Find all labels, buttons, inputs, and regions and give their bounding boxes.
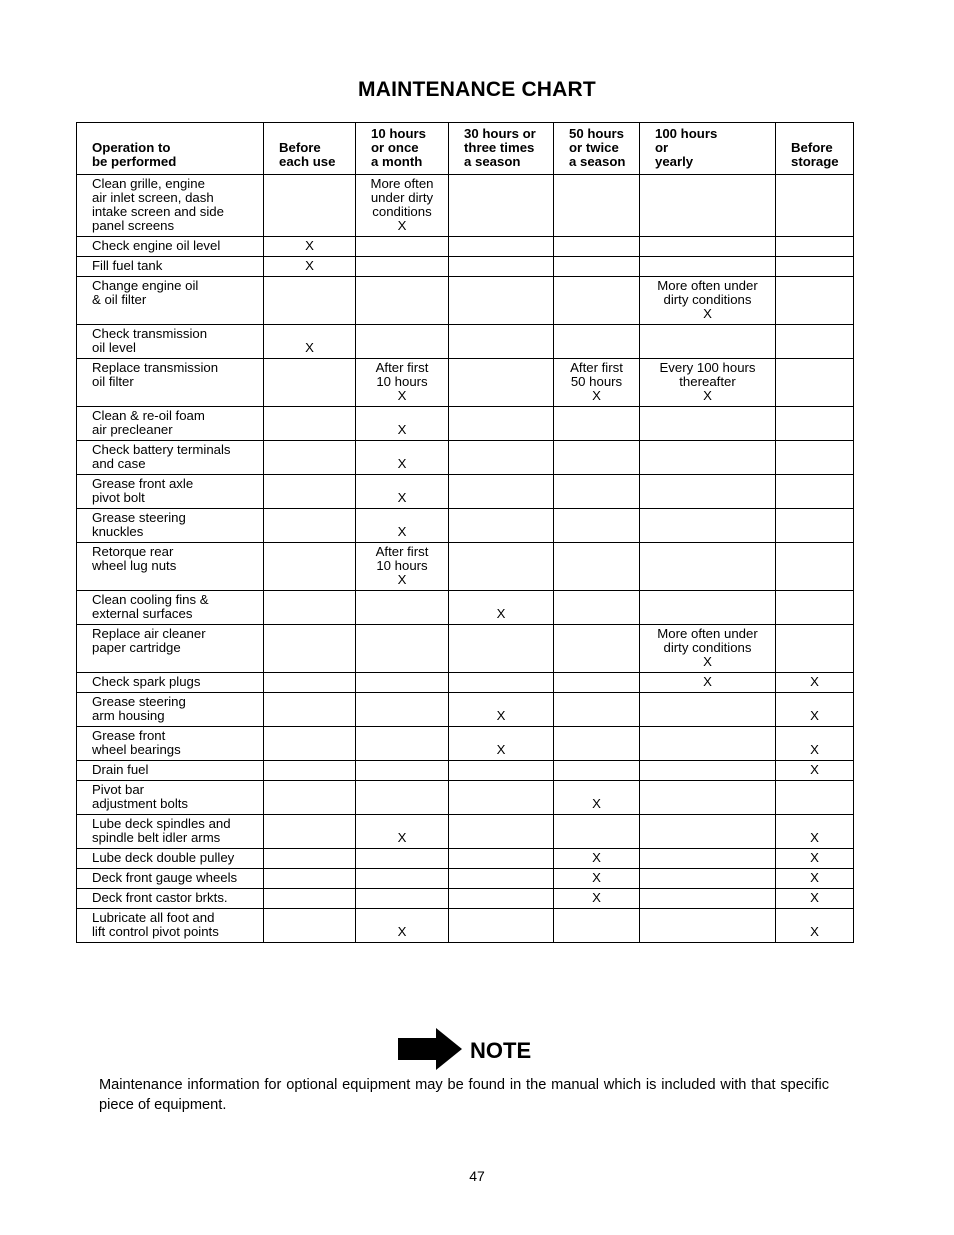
schedule-cell [449,909,554,943]
operation-cell: Grease steering knuckles [77,509,264,543]
schedule-cell [640,591,776,625]
schedule-cell [264,591,356,625]
schedule-cell [449,849,554,869]
schedule-cell: X [356,475,449,509]
schedule-cell [554,673,640,693]
schedule-cell [554,325,640,359]
schedule-cell [640,509,776,543]
schedule-cell [356,257,449,277]
operation-cell: Check spark plugs [77,673,264,693]
schedule-cell [640,543,776,591]
schedule-cell: X [264,257,356,277]
schedule-cell [640,407,776,441]
operation-cell: Fill fuel tank [77,257,264,277]
schedule-cell [554,909,640,943]
schedule-cell [264,889,356,909]
schedule-cell [640,849,776,869]
schedule-cell: X [776,815,854,849]
schedule-cell: X [356,509,449,543]
schedule-cell [449,277,554,325]
schedule-cell: More often under dirty conditions X [640,277,776,325]
schedule-cell [356,889,449,909]
page-title: MAINTENANCE CHART [358,78,596,101]
schedule-cell [554,175,640,237]
schedule-cell [356,625,449,673]
table-row [77,509,854,543]
operation-cell: Drain fuel [77,761,264,781]
operation-cell: Check battery terminals and case [77,441,264,475]
schedule-cell [776,591,854,625]
schedule-cell [264,277,356,325]
schedule-cell [356,673,449,693]
schedule-cell: Every 100 hours thereafter X [640,359,776,407]
column-header-before-storage: Before storage [776,123,854,175]
schedule-cell [776,407,854,441]
operation-cell: Check transmission oil level [77,325,264,359]
operation-cell: Clean grille, engine air inlet screen, dash intake screen and side panel screens [77,175,264,237]
schedule-cell: X [449,693,554,727]
table-row [77,175,854,237]
schedule-cell [264,441,356,475]
schedule-cell [356,781,449,815]
schedule-cell [449,673,554,693]
table-row [77,889,854,909]
schedule-cell: X [776,909,854,943]
table-row [77,869,854,889]
schedule-cell [640,693,776,727]
schedule-cell [449,325,554,359]
schedule-cell [554,591,640,625]
schedule-cell: X [264,325,356,359]
schedule-cell [449,815,554,849]
table-row [77,727,854,761]
schedule-cell [554,237,640,257]
maintenance-chart-table [76,122,854,943]
schedule-cell: X [554,889,640,909]
operation-cell: Lubricate all foot and lift control pivot points [77,909,264,943]
table-row [77,257,854,277]
schedule-cell [640,815,776,849]
schedule-cell [640,869,776,889]
schedule-cell [776,237,854,257]
operation-cell: Deck front castor brkts. [77,889,264,909]
operation-cell: Check engine oil level [77,237,264,257]
table-row [77,849,854,869]
schedule-cell [554,815,640,849]
schedule-cell [776,441,854,475]
table-body [77,175,854,943]
table-row [77,359,854,407]
schedule-cell [356,869,449,889]
schedule-cell: X [776,693,854,727]
schedule-cell [356,693,449,727]
schedule-cell [264,869,356,889]
schedule-cell: X [554,781,640,815]
schedule-cell [264,475,356,509]
schedule-cell: More often under dirty conditions X [640,625,776,673]
schedule-cell [264,761,356,781]
schedule-cell [640,175,776,237]
operation-cell: Grease steering arm housing [77,693,264,727]
schedule-cell [356,761,449,781]
schedule-cell [356,849,449,869]
schedule-cell [449,625,554,673]
schedule-cell [640,257,776,277]
schedule-cell: After first 50 hours X [554,359,640,407]
schedule-cell [264,781,356,815]
schedule-cell [264,849,356,869]
schedule-cell [640,761,776,781]
schedule-cell [264,543,356,591]
table-row [77,591,854,625]
table-row [77,815,854,849]
schedule-cell [449,509,554,543]
table-row [77,441,854,475]
operation-cell: Grease front wheel bearings [77,727,264,761]
schedule-cell [264,673,356,693]
schedule-cell [640,727,776,761]
schedule-cell [264,509,356,543]
operation-cell: Deck front gauge wheels [77,869,264,889]
schedule-cell [640,909,776,943]
table-row [77,761,854,781]
schedule-cell [554,257,640,277]
schedule-cell: X [776,869,854,889]
operation-cell: Replace transmission oil filter [77,359,264,407]
table-row [77,625,854,673]
schedule-cell [776,543,854,591]
schedule-cell: X [776,727,854,761]
schedule-cell [264,693,356,727]
schedule-cell [554,727,640,761]
page-number: 47 [469,1168,485,1184]
schedule-cell [554,277,640,325]
schedule-cell [776,277,854,325]
operation-cell: Lube deck spindles and spindle belt idler arms [77,815,264,849]
table-row [77,325,854,359]
schedule-cell [449,407,554,441]
schedule-cell [449,869,554,889]
operation-cell: Retorque rear wheel lug nuts [77,543,264,591]
note-callout [398,1030,531,1072]
schedule-cell: X [776,673,854,693]
schedule-cell: More often under dirty conditions X [356,175,449,237]
schedule-cell: After first 10 hours X [356,543,449,591]
schedule-cell: X [640,673,776,693]
schedule-cell [776,257,854,277]
schedule-cell [449,441,554,475]
schedule-cell [640,475,776,509]
schedule-cell [356,237,449,257]
schedule-cell [776,175,854,237]
column-header-operation: Operation to be performed [77,123,264,175]
table-header-row [77,123,854,175]
column-header-100-hours: 100 hours or yearly [640,123,776,175]
schedule-cell [449,175,554,237]
right-arrow-icon [398,1028,462,1075]
schedule-cell [449,475,554,509]
schedule-cell [554,543,640,591]
schedule-cell [554,509,640,543]
schedule-cell [264,815,356,849]
schedule-cell [554,441,640,475]
schedule-cell: X [776,889,854,909]
schedule-cell: After first 10 hours X [356,359,449,407]
schedule-cell [776,781,854,815]
operation-cell: Replace air cleaner paper cartridge [77,625,264,673]
schedule-cell [640,781,776,815]
table-row [77,673,854,693]
schedule-cell [264,909,356,943]
schedule-cell [776,625,854,673]
column-header-50-hours: 50 hours or twice a season [554,123,640,175]
schedule-cell: X [356,909,449,943]
schedule-cell [264,625,356,673]
column-header-10-hours: 10 hours or once a month [356,123,449,175]
schedule-cell: X [356,441,449,475]
note-text: Maintenance information for optional equipment may be found in the manual which is included with that specific piece of equipment. [99,1077,829,1113]
operation-cell: Change engine oil & oil filter [77,277,264,325]
schedule-cell [449,543,554,591]
schedule-cell [449,761,554,781]
schedule-cell [264,359,356,407]
column-header-before-each-use: Before each use [264,123,356,175]
schedule-cell [640,325,776,359]
operation-cell: Clean & re-oil foam air precleaner [77,407,264,441]
schedule-cell [554,761,640,781]
schedule-cell: X [449,727,554,761]
schedule-cell [776,509,854,543]
table-row [77,407,854,441]
operation-cell: Grease front axle pivot bolt [77,475,264,509]
operation-cell: Lube deck double pulley [77,849,264,869]
schedule-cell [264,727,356,761]
operation-cell: Clean cooling fins & external surfaces [77,591,264,625]
schedule-cell [356,591,449,625]
operation-cell: Pivot bar adjustment bolts [77,781,264,815]
table-row [77,277,854,325]
schedule-cell [356,727,449,761]
table-row [77,543,854,591]
schedule-cell [356,277,449,325]
table-row [77,781,854,815]
schedule-cell: X [449,591,554,625]
schedule-cell [640,889,776,909]
schedule-cell: X [554,869,640,889]
schedule-cell [776,359,854,407]
schedule-cell: X [776,849,854,869]
schedule-cell [776,325,854,359]
table-row [77,475,854,509]
schedule-cell [449,257,554,277]
schedule-cell: X [356,407,449,441]
schedule-cell [449,781,554,815]
table-row [77,693,854,727]
schedule-cell [449,359,554,407]
schedule-cell [554,625,640,673]
table-row [77,909,854,943]
schedule-cell [554,475,640,509]
schedule-cell [356,325,449,359]
schedule-cell [554,693,640,727]
column-header-30-hours: 30 hours or three times a season [449,123,554,175]
schedule-cell: X [776,761,854,781]
note-label: NOTE [470,1038,532,1063]
schedule-cell [264,175,356,237]
schedule-cell: X [554,849,640,869]
schedule-cell: X [264,237,356,257]
schedule-cell [640,441,776,475]
schedule-cell [554,407,640,441]
schedule-cell [449,237,554,257]
schedule-cell [640,237,776,257]
schedule-cell [449,889,554,909]
schedule-cell: X [356,815,449,849]
schedule-cell [776,475,854,509]
table-row [77,237,854,257]
schedule-cell [264,407,356,441]
